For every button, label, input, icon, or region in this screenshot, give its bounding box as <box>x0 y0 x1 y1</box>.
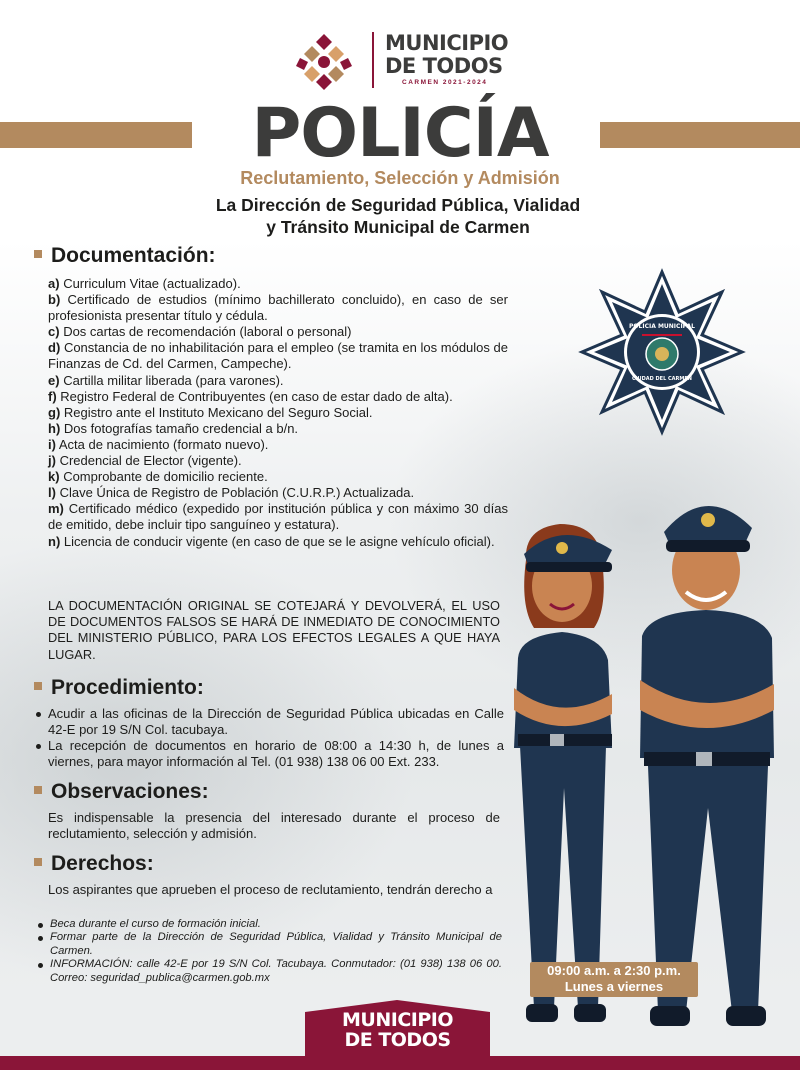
bullet-dot-icon <box>38 963 43 968</box>
list-item: a) Curriculum Vitae (actualizado). <box>48 276 241 291</box>
bullet-square-icon <box>34 858 42 866</box>
section-heading-documentacion: Documentación: <box>34 244 216 268</box>
bullet-dot-icon <box>36 712 41 717</box>
badge-top-text: POLICIA MUNICIPAL <box>629 323 695 330</box>
documentation-list <box>48 276 508 550</box>
logo-divider <box>372 32 374 88</box>
observations-text: Es indispensable la presencia del interesado durante el proceso de reclutamiento, selección y admisión. <box>48 810 500 842</box>
list-item: Beca durante el curso de formación inicial. <box>50 918 502 931</box>
bullet-square-icon <box>34 682 42 690</box>
list-item: h) Dos fotografías tamaño credencial a b/n. <box>48 420 299 436</box>
list-item: i) Acta de nacimiento (formato nuevo). <box>48 436 269 452</box>
male-officer <box>640 506 774 1026</box>
list-item: La recepción de documentos en horario de 08:00 a 14:30 h, de lunes a viernes, para mayor información al Tel. (01 938) 138 06 00 Ext. 233. <box>48 738 504 770</box>
bullet-dot-icon <box>38 923 43 928</box>
list-item: Formar parte de la Dirección de Seguridad Pública, Vialidad y Tránsito Municipal de Carmen. <box>50 931 502 958</box>
footer-logo-text: MUNICIPIO DE TODOS <box>342 1009 453 1051</box>
organization-name: La Dirección de Seguridad Pública, Vialidad y Tránsito Municipal de Carmen <box>215 195 581 237</box>
list-item: e) Cartilla militar liberada (para varones). <box>48 372 284 388</box>
section-heading-observaciones: Observaciones: <box>34 780 209 804</box>
badge-bottom-text: CIUDAD DEL CARMEN <box>632 376 692 382</box>
page-title: POLICÍA <box>251 94 549 173</box>
list-item: j) Credencial de Elector (vigente). <box>48 453 242 469</box>
bullet-dot-icon <box>36 744 41 749</box>
list-item: b) Certificado de estudios (mínimo bachillerato concluido), en caso de ser profesionista presentar título y cédula. <box>48 292 508 324</box>
bullet-square-icon <box>34 786 42 794</box>
list-item: m) Certificado médico (expedido por institución pública y con máximo 30 días de emitido, debe incluir tipo sanguíneo y estatura). <box>48 501 508 533</box>
list-item: Acudir a las oficinas de la Dirección de Seguridad Pública ubicadas en Calle 42-E por 19 S/N Col. tacubaya. <box>48 706 504 738</box>
bullet-square-icon <box>34 250 42 258</box>
list-item: k) Comprobante de domicilio reciente. <box>48 469 268 485</box>
office-hours-days: Lunes a viernes <box>564 979 664 994</box>
section-heading-derechos: Derechos: <box>34 852 154 876</box>
legal-notice: LA DOCUMENTACIÓN ORIGINAL SE COTEJARÁ Y DEVOLVERÁ, EL USO DE DOCUMENTOS FALSOS SE HARÁ DE INMEDIATO DE CONOCIMIENTO DEL MINISTERIO PÚBLICO, PARA LOS EFECTOS LEGALES A QUE HAYA LUGAR. <box>48 598 500 662</box>
list-item: f) Registro Federal de Contribuyentes (en caso de estar dado de alta). <box>48 388 453 404</box>
rights-list <box>50 918 502 985</box>
list-item: l) Clave Única de Registro de Población (C.U.R.P.) Actualizada. <box>48 485 415 501</box>
office-hours-time: 09:00 a.m. a 2:30 p.m. <box>547 963 681 978</box>
list-item: d) Constancia de no inhabilitación para el empleo (se tramita en los módulos de Finanzas de Cd. del Carmen, Campeche). <box>48 340 508 372</box>
municipio-logo <box>292 28 522 96</box>
bullet-dot-icon <box>38 936 43 941</box>
list-item: c) Dos cartas de recomendación (laboral o personal) <box>48 324 352 340</box>
footer-bar <box>0 1056 800 1070</box>
list-item: INFORMACIÓN: calle 42-E por 19 S/N Col. Tacubaya. Conmutador: (01 938) 138 06 00. Correo: seguridad_publica@carmen.gob.mx <box>50 958 502 985</box>
section-heading-procedimiento: Procedimiento: <box>34 676 204 700</box>
rights-intro: Los aspirantes que aprueben el proceso de reclutamiento, tendrán derecho a <box>48 882 493 897</box>
page-subtitle: Reclutamiento, Selección y Admisión <box>240 168 560 188</box>
municipio-emblem-icon <box>292 30 356 94</box>
police-badge-icon <box>578 268 746 436</box>
list-item: g) Registro ante el Instituto Mexicano del Seguro Social. <box>48 404 373 420</box>
office-hours-box <box>530 962 698 997</box>
logo-title: MUNICIPIO DE TODOS <box>385 31 509 78</box>
logo-subtitle: CARMEN 2021-2024 <box>402 79 488 86</box>
list-item: n) Licencia de conducir vigente (en caso de que se le asigne vehículo oficial). <box>48 533 495 549</box>
procedure-list <box>48 706 504 770</box>
female-officer <box>514 524 612 1022</box>
